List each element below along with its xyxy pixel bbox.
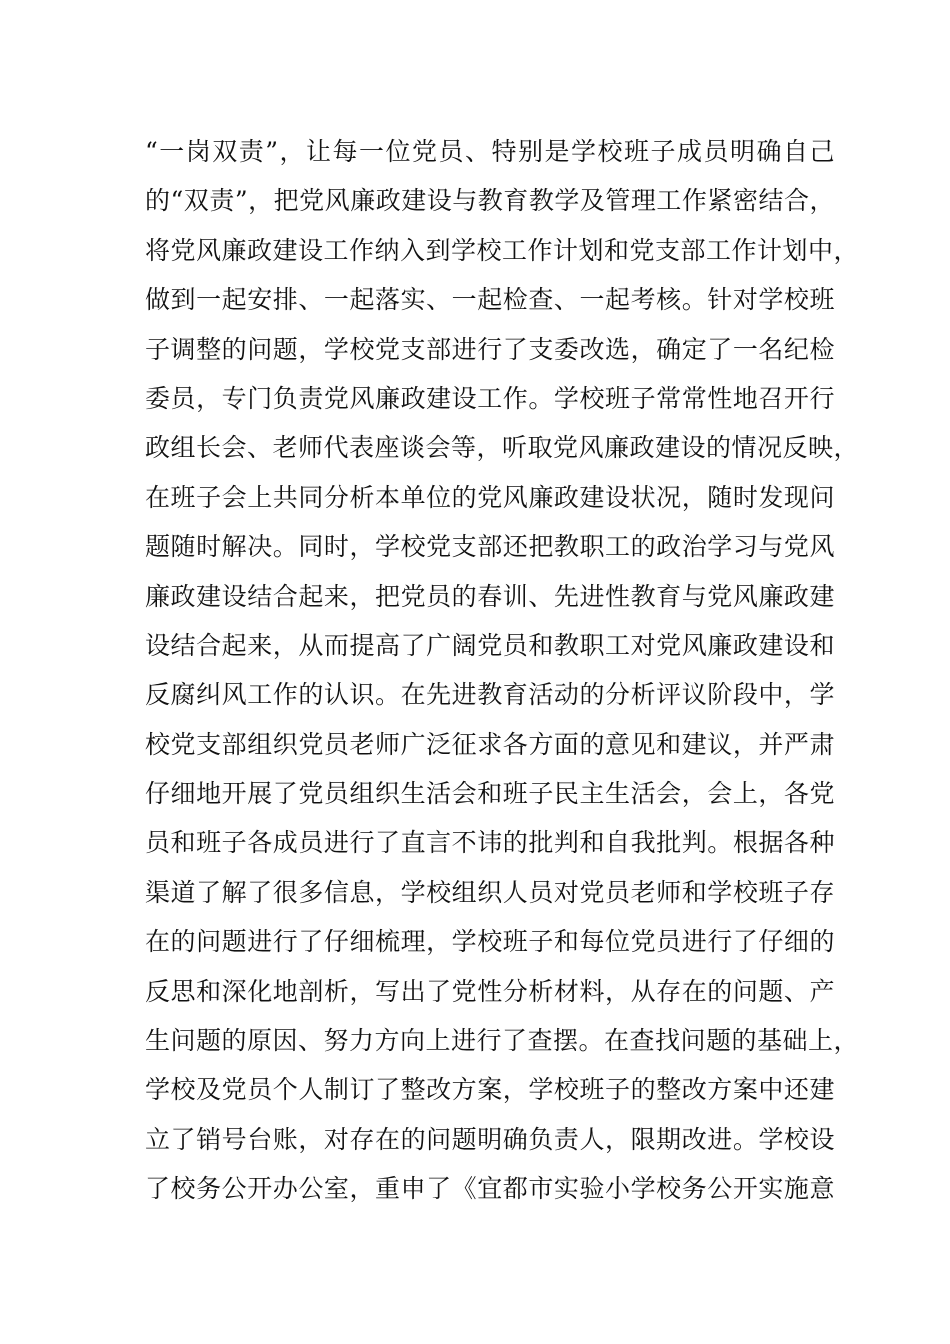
text-line-10: 廉政建设结合起来，把党员的春训、先进性教育与党风廉政建: [145, 581, 835, 611]
text-line-22: 了校务公开办公室，重申了《宜都市实验小学校务公开实施意: [145, 1174, 835, 1204]
text-line-3: 将党风廉政建设工作纳入到学校工作计划和党支部工作计划中，: [145, 235, 860, 265]
text-line-11: 设结合起来，从而提高了广阔党员和教职工对党风廉政建设和: [145, 630, 835, 660]
text-line-2: 的“双责”，把党风廉政建设与教育教学及管理工作紧密结合，: [145, 186, 835, 216]
text-line-14: 仔细地开展了党员组织生活会和班子民主生活会，会上，各党: [145, 779, 835, 809]
text-line-19: 生问题的原因、努力方向上进行了查摆。在查找问题的基础上，: [145, 1026, 860, 1056]
text-line-16: 渠道了解了很多信息，学校组织人员对党员老师和学校班子存: [145, 877, 835, 907]
text-line-20: 学校及党员个人制订了整改方案，学校班子的整改方案中还建: [145, 1075, 835, 1105]
text-line-1: “一岗双责”，让每一位党员、特别是学校班子成员明确自己: [145, 137, 835, 166]
text-line-18: 反思和深化地剖析，写出了党性分析材料，从存在的问题、产: [145, 976, 835, 1006]
text-line-4: 做到一起安排、一起落实、一起检查、一起考核。针对学校班: [145, 285, 835, 315]
text-line-12: 反腐纠风工作的认识。在先进教育活动的分析评议阶段中，学: [145, 680, 835, 710]
text-line-9: 题随时解决。同时，学校党支部还把教职工的政治学习与党风: [145, 532, 835, 562]
text-line-8: 在班子会上共同分析本单位的党风廉政建设状况，随时发现问: [145, 482, 835, 512]
body-paragraph: [145, 127, 860, 1214]
text-line-15: 员和班子各成员进行了直言不讳的批判和自我批判。根据各种: [145, 828, 835, 858]
text-line-5: 子调整的问题，学校党支部进行了支委改选，确定了一名纪检: [145, 334, 835, 364]
text-line-21: 立了销号台账，对存在的问题明确负责人，限期改进。学校设: [145, 1124, 835, 1154]
text-line-7: 政组长会、老师代表座谈会等，听取党风廉政建设的情况反映，: [145, 433, 860, 463]
text-line-13: 校党支部组织党员老师广泛征求各方面的意见和建议，并严肃: [145, 729, 835, 759]
text-line-17: 在的问题进行了仔细梳理，学校班子和每位党员进行了仔细的: [145, 927, 835, 957]
text-line-6: 委员，专门负责党风廉政建设工作。学校班子常常性地召开行: [145, 383, 835, 413]
